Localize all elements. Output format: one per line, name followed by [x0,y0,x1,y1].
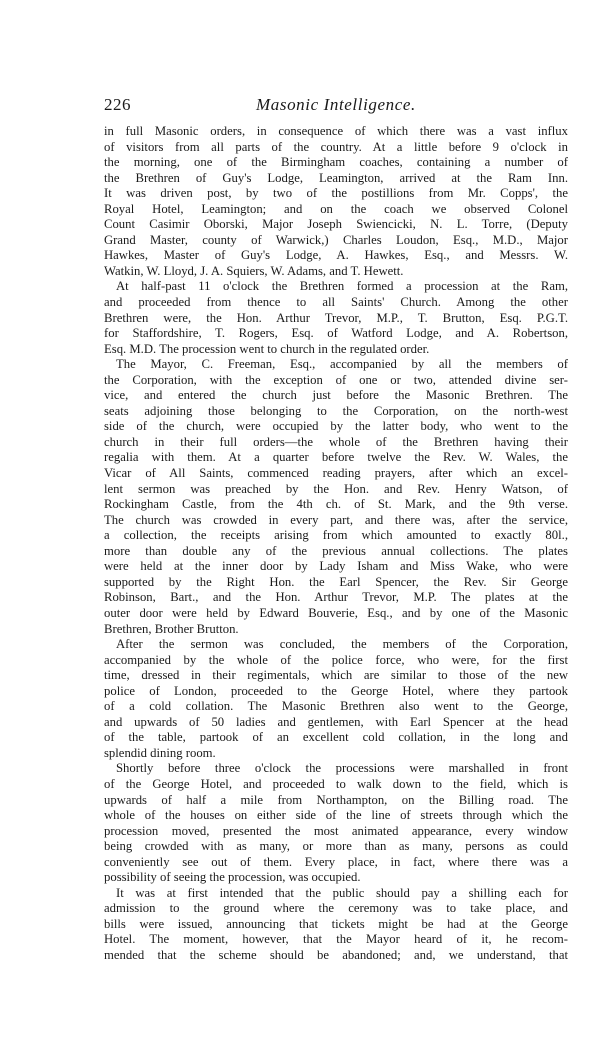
text-line: After the sermon was concluded, the members of the Corporation, [116,637,568,652]
text-line: vice, and entered the church just before the Masonic Brethren. The [104,388,568,403]
text-line: bills were issued, announcing that tickets might be had at the George [104,916,568,931]
text-line: time, dressed in their regimentals, which are similar to those of the new [104,668,568,683]
text-line: whole of the houses on either side of the line of streets through which the [104,808,568,823]
text-line: were held at the inner door by Lady Isham and Miss Wake, who were [104,559,568,574]
text-line: Watkin, W. Lloyd, J. A. Squiers, W. Adams, and T. Hewett. [104,263,404,278]
text-line: lent sermon was preached by the Hon. and Rev. Henry Watson, of [104,481,568,496]
text-line: procession moved, presented the most animated appearance, every window [104,823,568,838]
text-line: Hotel. The moment, however, that the Mayor heard of it, he recom- [104,932,568,947]
text-line: police of London, proceeded to the George Hotel, where they partook [104,683,568,698]
text-line: seats adjoining those belonging to the Corporation, on the north-west [104,403,568,418]
text-line: of a cold collation. The Masonic Brethren also went to the George, [104,699,568,714]
running-title: Masonic Intelligence. [256,95,416,114]
page-header [104,95,568,117]
text-line: outer door were held by Edward Bouverie, Esq., and by one of the Masonic [104,605,568,620]
text-line: being crowded with as many, or more than as many, persons as could [104,839,568,854]
text-line: Rockingham Castle, from the 4th ch. of St. Mark, and the 9th verse. [104,497,568,512]
text-line: church in their full orders—the whole of the Brethren having their [104,434,568,449]
text-line: Hawkes, Master of Guy's Lodge, A. Hawkes, Esq., and Messrs. W. [104,248,568,263]
text-line: possibility of seeing the procession, was occupied. [104,870,361,885]
text-line: the Brethren of Guy's Lodge, Leamington, arrived at the Ram Inn. [104,170,568,185]
text-line: of the table, partook of an excellent cold collation, in the long and [104,730,568,745]
text-line: and proceeded from thence to all Saints' Church. Among the other [104,295,568,310]
text-line: Shortly before three o'clock the processions were marshalled in front [116,761,568,776]
text-line: Count Casimir Oborski, Major Joseph Swiencicki, N. L. Torre, (Deputy [104,217,568,232]
text-line: more than double any of the previous annual collections. The plates [104,543,568,558]
text-line: a collection, the receipts arising from which amounted to exactly 80l., [104,528,568,543]
text-line: It was driven post, by two of the postillions from Mr. Copps', the [104,186,568,201]
text-line: conveniently see out of them. Every place, in fact, where there was a [104,854,568,869]
text-line: At half-past 11 o'clock the Brethren formed a procession at the Ram, [116,279,568,294]
text-line: mended that the scheme should be abandoned; and, we understand, that [104,947,568,962]
text-line: Brethren were, the Hon. Arthur Trevor, M.P., T. Brutton, Esq. P.G.T. [104,310,568,325]
text-line: regalia with them. At a quarter before twelve the Rev. W. Wales, the [104,450,568,465]
text-line: in full Masonic orders, in consequence of which there was a vast influx [104,124,568,138]
text-line: supported by the Right Hon. the Earl Spencer, the Rev. Sir George [104,574,568,589]
page-number: 226 [104,95,131,114]
text-line: and upwards of 50 ladies and gentlemen, with Earl Spencer at the head [104,714,568,729]
text-line: Esq. M.D. The procession went to church in the regulated order. [104,341,430,356]
text-line: the Corporation, with the exception of one or two, attended divine ser- [104,372,568,387]
text-line: Royal Hotel, Leamington; and on the coach we observed Colonel [104,201,568,216]
text-line: Brethren, Brother Brutton. [104,621,239,636]
text-line: splendid dining room. [104,745,216,760]
text-line: side of the church, were occupied by the latter body, who went to the [104,419,568,434]
text-line: of visitors from all parts of the country. At a little before 9 o'clock in [104,139,568,154]
text-line: the morning, one of the Birmingham coaches, containing a number of [104,155,568,170]
text-line: Vicar of All Saints, commenced reading prayers, after which an excel- [104,466,568,481]
text-line: The Mayor, C. Freeman, Esq., accompanied by all the members of [116,357,568,372]
text-line: Robinson, Bart., and the Hon. Arthur Trevor, M.P. The plates at the [104,590,568,605]
text-line: upwards of half a mile from Northampton, on the Billing road. The [104,792,568,807]
text-line: admission to the ground where the ceremony was to take place, and [104,901,568,916]
body-text [104,124,568,964]
text-line: of the George Hotel, and proceeded to walk down to the field, which is [104,776,568,791]
text-line: for Staffordshire, T. Rogers, Esq. of Watford Lodge, and A. Robertson, [104,326,568,341]
text-line: The church was crowded in every part, and there was, after the service, [104,512,568,527]
text-line: Grand Master, county of Warwick,) Charles Loudon, Esq., M.D., Major [104,232,568,247]
text-line: accompanied by the whole of the police force, who were, for the first [104,652,568,667]
text-line: It was at first intended that the public should pay a shilling each for [116,885,568,900]
